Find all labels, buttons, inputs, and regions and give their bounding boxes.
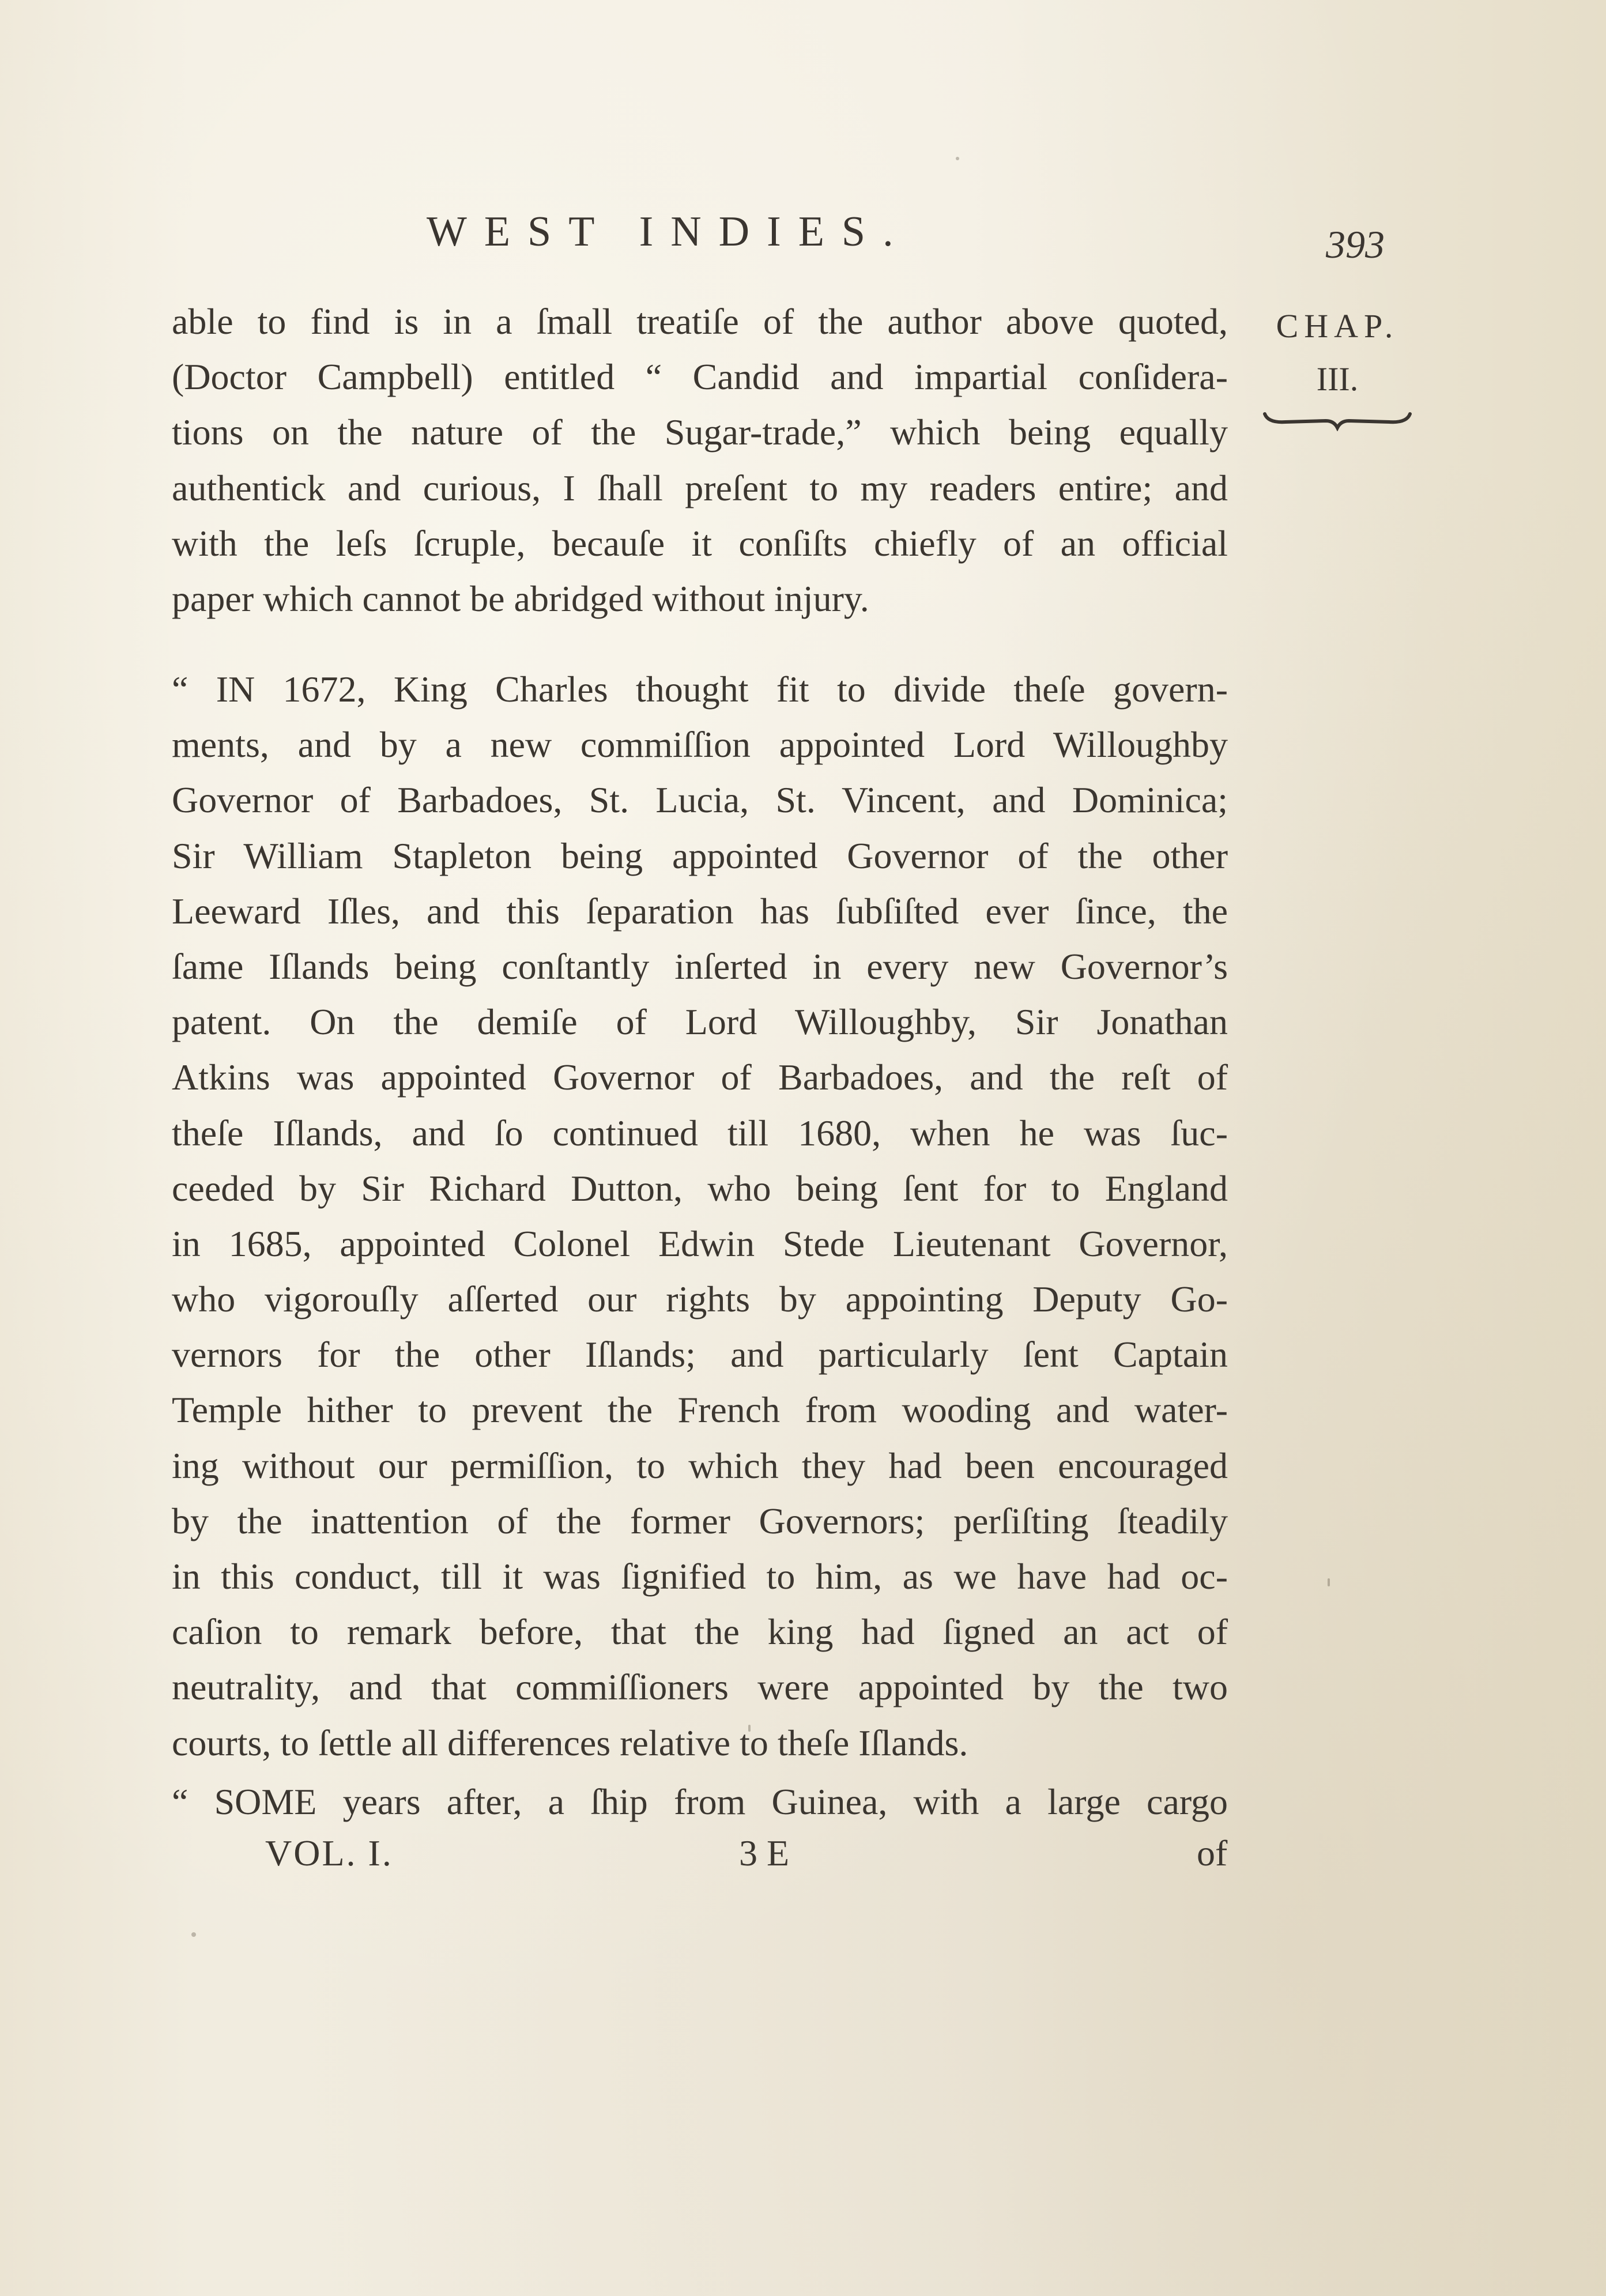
paper-speck [191, 1932, 196, 1937]
margin-chapter-number: III. [1316, 360, 1359, 398]
text-line: who vigorouſly aſſerted our rights by appointing Deputy Go- [172, 1279, 1228, 1320]
paragraph-3 [172, 1774, 1228, 1830]
text-line: in 1685, appointed Colonel Edwin Stede Lieutenant Governor, [172, 1223, 1228, 1264]
text-line: “ SOME years after, a ſhip from Guinea, with a large cargo [172, 1781, 1228, 1822]
text-line: ſame Iſlands being conſtantly inſerted in every new Governor’s [172, 945, 1228, 987]
margin-chapter-label: CHAP. [1276, 307, 1399, 345]
text-line: tions on the nature of the Sugar-trade,” which being equally [172, 412, 1228, 453]
running-head: WEST INDIES. [427, 208, 911, 255]
text-line: by the inattention of the former Governors; perſiſting ſteadily [172, 1500, 1228, 1541]
paragraph-1 [172, 294, 1228, 627]
text-line: Temple hither to prevent the French from wooding and water- [172, 1389, 1228, 1431]
text-line: ments, and by a new commiſſion appointed Lord Willoughby [172, 724, 1228, 766]
paper-speck [748, 1725, 751, 1732]
margin-note [1254, 300, 1421, 431]
paper-speck [956, 157, 959, 160]
text-line: (Doctor Campbell) entitled “ Candid and impartial conſidera- [172, 356, 1228, 398]
text-line: Governor of Barbadoes, St. Lucia, St. Vincent, and Dominica; [172, 779, 1228, 821]
text-line: Atkins was appointed Governor of Barbadoes, and the reſt of [172, 1057, 1228, 1098]
text-line: courts, to ſettle all differences relative to theſe Iſlands. [172, 1722, 968, 1763]
text-line: vernors for the other Iſlands; and particularly ſent Captain [172, 1334, 1228, 1375]
text-line: Sir William Stapleton being appointed Governor of the other [172, 835, 1228, 876]
text-line: ceeded by Sir Richard Dutton, who being ſent for to England [172, 1167, 1228, 1209]
paragraph-2 [172, 662, 1228, 1771]
text-line: patent. On the demiſe of Lord Willoughby, Sir Jonathan [172, 1001, 1228, 1043]
footer-signature: 3 E [739, 1833, 790, 1873]
text-line: neutrality, and that commiſſioners were appointed by the two [172, 1667, 1228, 1708]
text-line: caſion to remark before, that the king had ſigned an act of [172, 1611, 1228, 1653]
text-line: in this conduct, till it was ſignified to him, as we have had oc- [172, 1556, 1228, 1597]
footer-volume: VOL. I. [265, 1833, 393, 1873]
text-line: theſe Iſlands, and ſo continued till 1680, when he was ſuc- [172, 1112, 1228, 1153]
paper-speck [1328, 1578, 1330, 1586]
text-line: ing without our permiſſion, to which they had been encouraged [172, 1445, 1228, 1486]
text-line: with the leſs ſcruple, becauſe it conſiſts chiefly of an official [172, 522, 1228, 564]
text-line: authentick and curious, I ſhall preſent to my readers entire; and [172, 467, 1228, 508]
text-line: able to find is in a ſmall treatiſe of the author above quoted, [172, 301, 1228, 342]
brace-ornament-icon [1262, 408, 1412, 431]
text-line: paper which cannot be abridged without injury. [172, 578, 869, 619]
page-number: 393 [1326, 223, 1385, 266]
text-line: Leeward Iſles, and this ſeparation has ſubſiſted ever ſince, the [172, 890, 1228, 932]
text-line: “ IN 1672, King Charles thought fit to divide theſe govern- [172, 669, 1228, 710]
footer-catchword: of [1197, 1833, 1228, 1873]
